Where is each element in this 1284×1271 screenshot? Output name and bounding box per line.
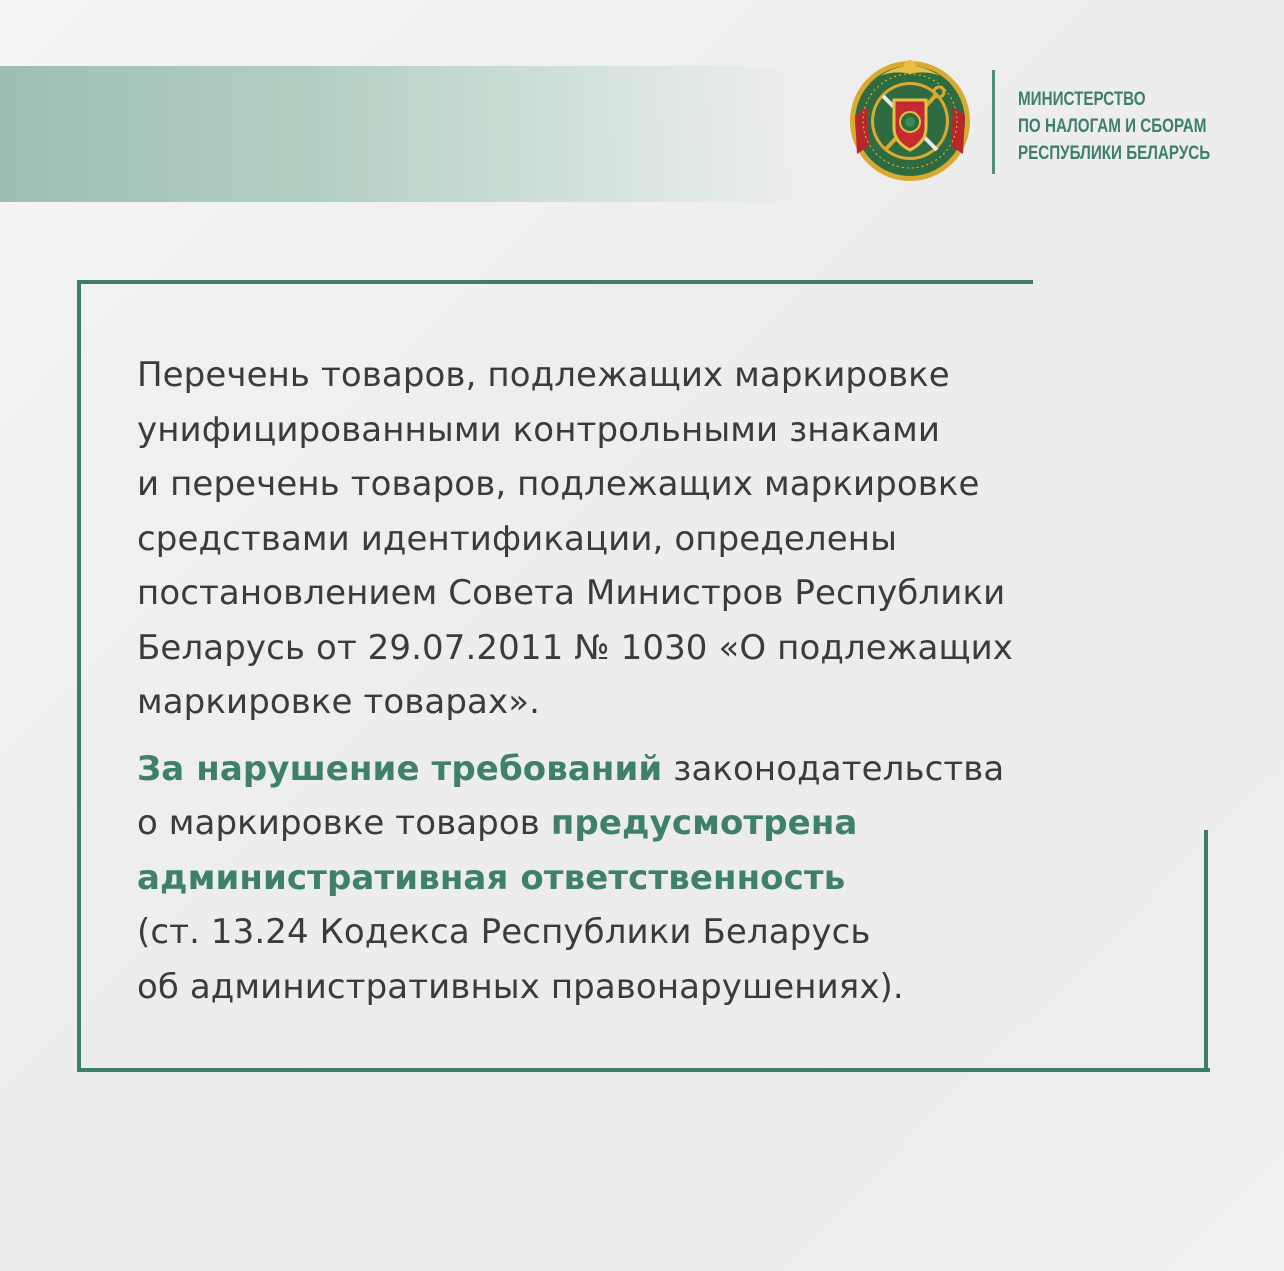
text-line: [137, 742, 1177, 797]
highlight-text: За нарушение требований: [137, 748, 663, 789]
text-line: [137, 796, 1177, 851]
ministry-name-line: МИНИСТЕРСТВО: [1018, 89, 1146, 110]
logo-divider: [992, 70, 995, 174]
text-line: унифицированными контрольными знаками: [137, 409, 941, 450]
text-line: средствами идентификации, определены: [137, 518, 898, 559]
text-line: и перечень товаров, подлежащих маркировке: [137, 464, 980, 504]
plain-text: законодательства: [662, 748, 1005, 789]
ministry-name-line: ПО НАЛОГАМ И СБОРАМ: [1018, 116, 1207, 137]
highlight-text: предусмотрена: [550, 803, 858, 843]
plain-text: о маркировке товаров: [137, 803, 551, 843]
text-line: Беларусь от 29.07.2011 № 1030 «О подлежащих: [137, 627, 1014, 668]
frame-left-border: [77, 280, 81, 1072]
text-line: об административных правонарушениях).: [137, 966, 904, 1007]
highlight-text: административная ответственность: [137, 857, 846, 898]
text-line: маркировке товарах».: [137, 682, 541, 722]
frame-bottom-border: [77, 1068, 1210, 1072]
header-accent-band: [0, 66, 800, 202]
frame-right-border: [1204, 830, 1208, 1072]
main-text-block: [137, 348, 1177, 1014]
ministry-emblem-icon: [845, 54, 975, 184]
paragraph-goods-list: [137, 348, 1177, 730]
paragraph-liability: [137, 742, 1177, 1015]
ministry-name: [1018, 86, 1210, 167]
frame-top-border: [77, 280, 1033, 284]
text-line: (ст. 13.24 Кодекса Республики Беларусь: [137, 912, 871, 952]
text-line: Перечень товаров, подлежащих маркировке: [137, 355, 950, 395]
ministry-name-line: РЕСПУБЛИКИ БЕЛАРУСЬ: [1018, 143, 1211, 164]
text-line: постановлением Совета Министров Республики: [137, 573, 1006, 613]
